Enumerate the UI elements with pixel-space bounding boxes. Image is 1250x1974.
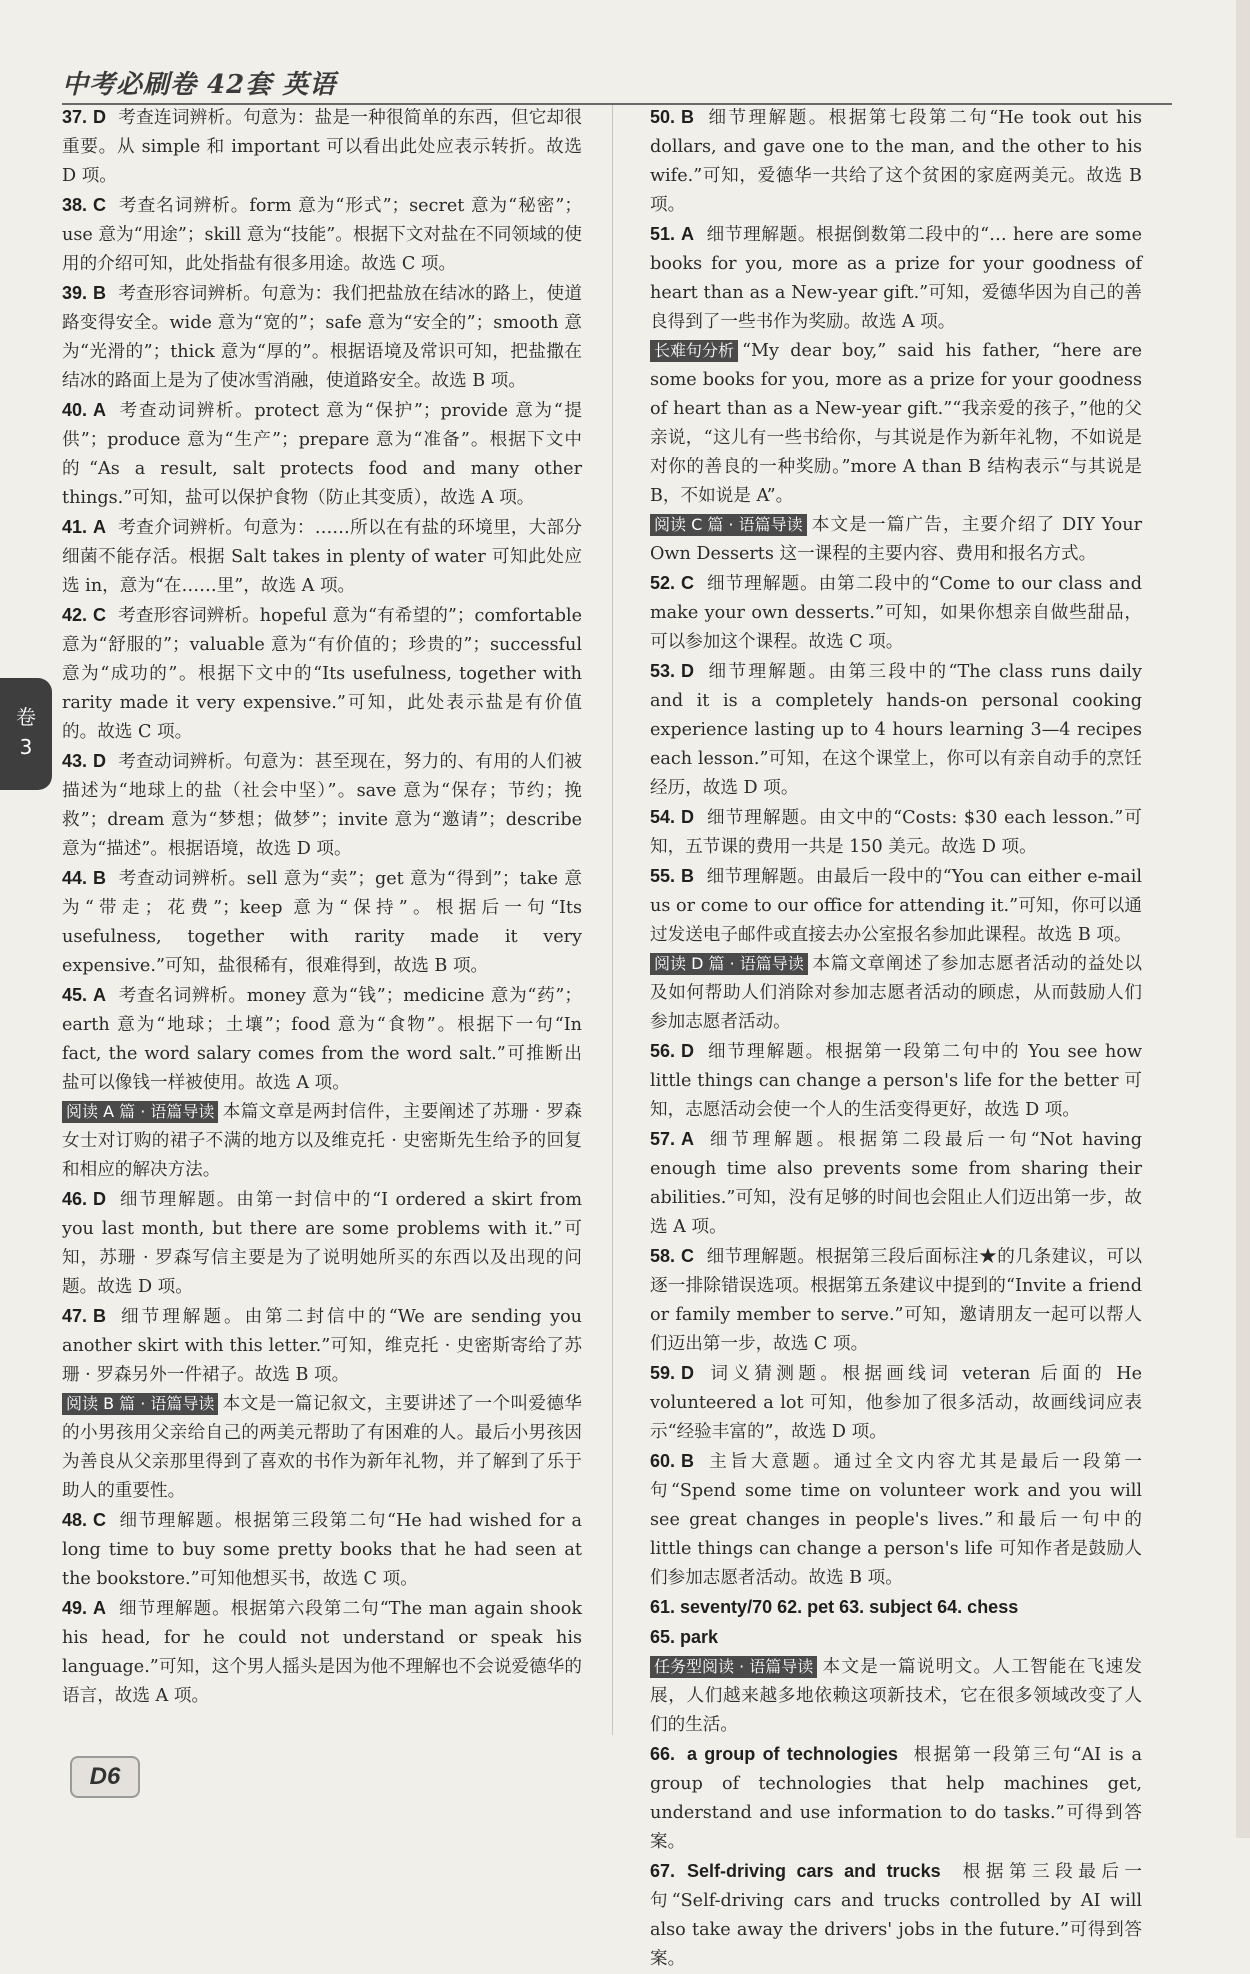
volume-side-tab	[0, 678, 52, 790]
long-sentence-analysis: 长难句分析 “My dear boy,” said his father, “here are some books for you, more as a prize for your goodness of heart than as a New-year gift.”“我亲爱的孩子，”他的父亲说，“这儿有一些书给你，与其说是作为新年礼物，不如说是对你的善良的一种奖励。”more A than B 结构表示“与其说是 B，不如说是 A”。	[650, 341, 1142, 506]
reading-b-guide: 阅读 B 篇 · 语篇导读 本文是一篇记叙文，主要讲述了一个叫爱德华的小男孩用父亲给自己的两美元帮助了有困难的人。最后小男孩因为善良从父亲那里得到了喜欢的书作为新年礼物，并了解到了乐于助人的重要性。	[62, 1394, 582, 1501]
task-reading-guide: 任务型阅读 · 语篇导读 本文是一篇说明文。人工智能在飞速发展，人们越来越多地依赖这项新技术，它在很多领域改变了人们的生活。	[650, 1657, 1142, 1735]
book-title: 中考必刷卷 42套 英语	[62, 70, 337, 100]
answer-50: 50. B 细节理解题。根据第七段第二句“He took out his dollars, and gave one to the man, and the other to his wife.”可知，爱德华一共给了这个贫困的家庭两美元。故选 B 项。	[650, 107, 1142, 215]
answer-41: 41. A 考查介词辨析。句意为：……所以在有盐的环境里，大部分细菌不能存活。根据 Salt takes in plenty of water 可知此处应选 in，意为“在……里”，故选 A 项。	[62, 517, 582, 596]
answer-56: 56. D 细节理解题。根据第一段第二句中的 You see how little things can change a person's life for the better 可知，志愿活动会使一个人的生活变得更好，故选 D 项。	[650, 1041, 1142, 1120]
answer-66: 66. a group of technologies 根据第一段第三句“AI is a group of technologies that help machines get, understand and use information to do tasks.”可得到答案。	[650, 1744, 1142, 1852]
page-edge	[1236, 0, 1250, 1838]
answer-40: 40. A 考查动词辨析。protect 意为“保护”；provide 意为“提供”；produce 意为“生产”；prepare 意为“准备”。根据下文中的“As a result, salt protects food and many other things.”可知，盐可以保护食物（防止其变质），故选 A 项。	[62, 400, 582, 508]
answer-43: 43. D 考查动词辨析。句意为：甚至现在，努力的、有用的人们被描述为“地球上的盐（社会中坚）”。save 意为“保存；节约；挽救”；dream 意为“梦想；做梦”；invite 意为“邀请”；describe 意为“描述”。根据语境，故选 D 项。	[62, 751, 582, 859]
reading-c-guide: 阅读 C 篇 · 语篇导读 本文是一篇广告，主要介绍了 DIY Your Own Desserts 这一课程的主要内容、费用和报名方式。	[650, 515, 1142, 564]
section-tag: 任务型阅读 · 语篇导读	[650, 1656, 817, 1678]
page-number-badge: D6	[70, 1756, 140, 1798]
answer-51: 51. A 细节理解题。根据倒数第二段中的“… here are some books for you, more as a prize for your goodness of heart than as a New-year gift.”可知，爱德华因为自己的善良得到了一些书作为奖励。故选 A 项。	[650, 224, 1142, 332]
answer-39: 39. B 考查形容词辨析。句意为：我们把盐放在结冰的路上，使道路变得安全。wide 意为“宽的”；safe 意为“安全的”；smooth 意为“光滑的”；thick 意为“厚的”。根据语境及常识可知，把盐撒在结冰的路面上是为了使冰雪消融，使道路安全。故选 B 项。	[62, 283, 582, 391]
short-answers-line-1: 61. seventy/70 62. pet 63. subject 64. chess	[650, 1597, 1019, 1617]
section-tag: 阅读 C 篇 · 语篇导读	[650, 514, 807, 536]
answer-54: 54. D 细节理解题。由文中的“Costs: $30 each lesson.”可知，五节课的费用一共是 150 美元。故选 D 项。	[650, 807, 1142, 857]
column-divider	[612, 105, 613, 1735]
answer-45: 45. A 考查名词辨析。money 意为“钱”；medicine 意为“药”；earth 意为“地球；土壤”；food 意为“食物”。根据下一句“In fact, the word salary comes from the word salt.”可推断出盐可以像钱一样被使用。故选 A 项。	[62, 985, 582, 1093]
answer-53: 53. D 细节理解题。由第三段中的“The class runs daily and it is a completely hands-on personal cooking experience lasting up to 4 hours learning 3—4 recipes each lesson.”可知，在这个课堂上，你可以有亲自动手的烹饪经历，故选 D 项。	[650, 661, 1142, 798]
answer-42: 42. C 考查形容词辨析。hopeful 意为“有希望的”；comfortable 意为“舒服的”；valuable 意为“有价值的；珍贵的”；successful 意为“成功的”。根据下文中的“Its usefulness, together with rarity made it very expensive.”可知，此处表示盐是有价值的。故选 C 项。	[62, 605, 582, 742]
section-tag: 长难句分析	[650, 340, 738, 362]
answer-67: 67. Self-driving cars and trucks 根据第三段最后一句“Self-driving cars and trucks controlled by AI will also take away the drivers' jobs in the future.”可得到答案。	[650, 1861, 1142, 1969]
right-column	[650, 103, 1142, 1974]
section-tag: 阅读 B 篇 · 语篇导读	[62, 1393, 218, 1415]
short-answers-line-2: 65. park	[650, 1627, 719, 1647]
answer-57: 57. A 细节理解题。根据第二段最后一句“Not having enough time also prevents some from sharing their abilities.”可知，没有足够的时间也会阻止人们迈出第一步，故选 A 项。	[650, 1129, 1142, 1237]
answer-44: 44. B 考查动词辨析。sell 意为“卖”；get 意为“得到”；take 意为“带走；花费”；keep 意为“保持”。根据后一句“Its usefulness, together with rarity made it very expensive.”可知，盐很稀有，很难得到，故选 B 项。	[62, 868, 582, 976]
answer-37: 37. D 考查连词辨析。句意为：盐是一种很简单的东西，但它却很重要。从 simple 和 important 可以看出此处应表示转折。故选 D 项。	[62, 107, 582, 186]
answer-46: 46. D 细节理解题。由第一封信中的“I ordered a skirt from you last month, but there are some problems with it.”可知，苏珊 · 罗森写信主要是为了说明她所买的东西以及出现的问题。故选 D 项。	[62, 1189, 582, 1297]
answer-52: 52. C 细节理解题。由第二段中的“Come to our class and make your own desserts.”可知，如果你想亲自做些甜品，可以参加这个课程。故选 C 项。	[650, 573, 1142, 652]
answer-38: 38. C 考查名词辨析。form 意为“形式”；secret 意为“秘密”；use 意为“用途”；skill 意为“技能”。根据下文对盐在不同领域的使用的介绍可知，此处指盐有很多用途。故选 C 项。	[62, 195, 582, 274]
left-column	[62, 103, 582, 1711]
answer-49: 49. A 细节理解题。根据第六段第二句“The man again shook his head, for he could not understand or speak his language.”可知，这个男人摇头是因为他不理解也不会说爱德华的语言，故选 A 项。	[62, 1598, 582, 1706]
reading-a-guide: 阅读 A 篇 · 语篇导读 本篇文章是两封信件，主要阐述了苏珊 · 罗森女士对订购的裙子不满的地方以及维克托 · 史密斯先生给予的回复和相应的解决方法。	[62, 1102, 582, 1180]
answer-55: 55. B 细节理解题。由最后一段中的“You can either e-mail us or come to our office for attending it.”可知，你可以通过发送电子邮件或直接去办公室报名参加此课程。故选 B 项。	[650, 866, 1142, 945]
section-tag: 阅读 A 篇 · 语篇导读	[62, 1101, 218, 1123]
answer-60: 60. B 主旨大意题。通过全文内容尤其是最后一段第一句“Spend some time on volunteer work and you will see great changes in people's lives.”和最后一句中的 little things can change a person's life 可知作者是鼓励人们参加志愿者活动。故选 B 项。	[650, 1451, 1142, 1588]
answer-48: 48. C 细节理解题。根据第三段第二句“He had wished for a long time to buy some pretty books that he had seen at the bookstore.”可知他想买书，故选 C 项。	[62, 1510, 582, 1589]
side-tab-number: 3	[19, 735, 33, 759]
answer-58: 58. C 细节理解题。根据第三段后面标注★的几条建议，可以逐一排除错误选项。根据第五条建议中提到的“Invite a friend or family member to serve.”可知，邀请朋友一起可以帮人们迈出第一步，故选 C 项。	[650, 1246, 1142, 1354]
section-tag: 阅读 D 篇 · 语篇导读	[650, 953, 808, 975]
side-tab-label: 卷	[16, 705, 36, 729]
answer-47: 47. B 细节理解题。由第二封信中的“We are sending you another skirt with this letter.”可知，维克托 · 史密斯寄给了苏珊 · 罗森另外一件裙子。故选 B 项。	[62, 1306, 582, 1385]
answer-59: 59. D 词义猜测题。根据画线词 veteran 后面的 He volunteered a lot 可知，他参加了很多活动，故画线词应表示“经验丰富的”，故选 D 项。	[650, 1363, 1142, 1442]
reading-d-guide: 阅读 D 篇 · 语篇导读 本篇文章阐述了参加志愿者活动的益处以及如何帮助人们消除对参加志愿者活动的顾虑，从而鼓励人们参加志愿者活动。	[650, 954, 1142, 1032]
